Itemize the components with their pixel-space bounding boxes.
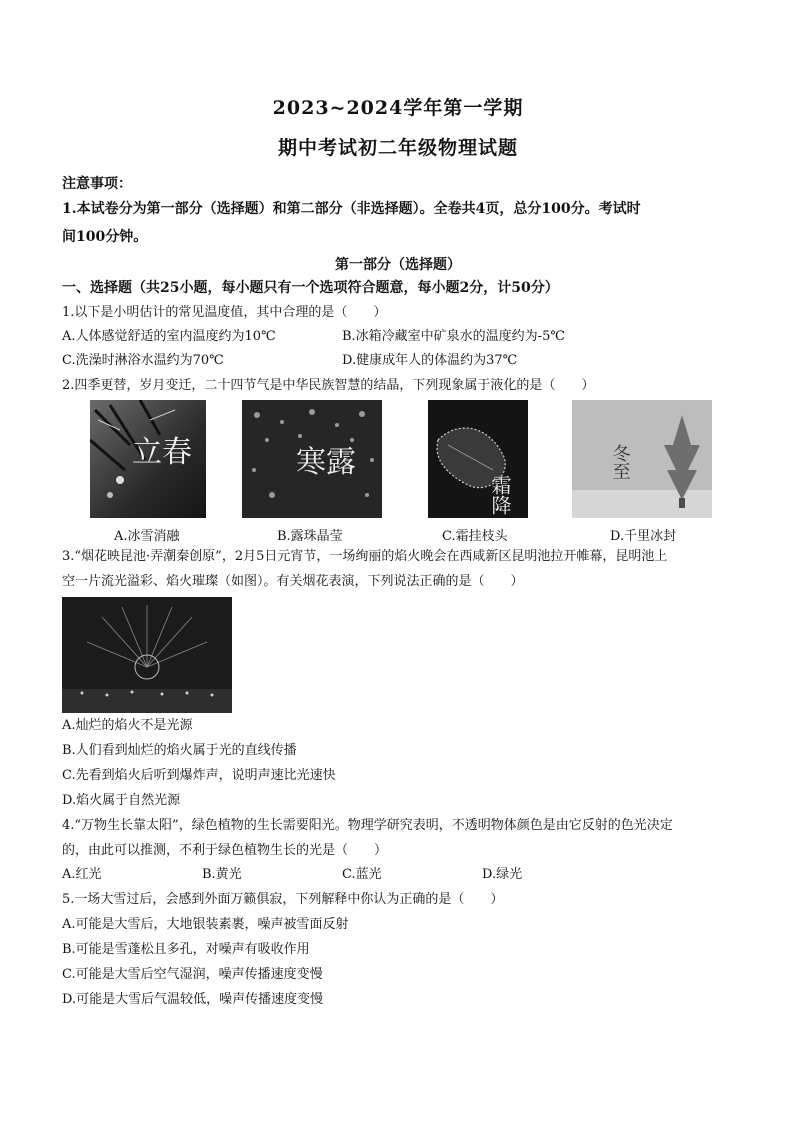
hanlu-photo-label: 寒露 bbox=[296, 445, 356, 480]
exam-page bbox=[62, 88, 734, 1012]
question-3-stem-line-2: 空一片流光溢彩、焰火璀璨（如图）。有关烟花表演，下列说法正确的是（ ） bbox=[62, 574, 524, 589]
question-2-caption-d: D.千里冰封 bbox=[610, 529, 677, 544]
question-1-options bbox=[62, 325, 734, 373]
question-1-option-a: A.人体感觉舒适的室内温度约为10℃ bbox=[62, 329, 276, 344]
question-1-option-b: B.冰箱冷藏室中矿泉水的温度约为-5℃ bbox=[342, 329, 565, 344]
question-4-option-d: D.绿光 bbox=[482, 867, 523, 882]
part-1-title: 第一部分（选择题） bbox=[335, 257, 461, 273]
fireworks-photo bbox=[62, 597, 232, 713]
lichun-photo-label: 立春 bbox=[132, 435, 192, 470]
question-4-stem-line-1: 4.“万物生长靠太阳”，绿色植物的生长需要阳光。物理学研究表明，不透明物体颜色是由它反射的色光决定 bbox=[62, 818, 673, 833]
exam-term-title: 2023~2024学年第一学期 bbox=[272, 97, 524, 119]
section-1-heading: 一、选择题（共25小题，每小题只有一个选项符合题意，每小题2分，计50分） bbox=[62, 280, 559, 296]
question-4-stem-line-2: 的，由此可以推测，不利于绿色植物生长的光是（ ） bbox=[62, 843, 388, 858]
hanlu-photo bbox=[242, 400, 382, 518]
question-1-option-c: C.洗澡时淋浴水温约为70℃ bbox=[62, 353, 224, 368]
question-2-image-row bbox=[62, 400, 734, 544]
question-3-option-c: C.先看到焰火后听到爆炸声，说明声速比光速快 bbox=[62, 768, 336, 783]
notes-line-2: 间100分钟。 bbox=[62, 229, 148, 245]
question-2-stem: 2.四季更替，岁月变迁，二十四节气是中华民族智慧的结晶，下列现象属于液化的是（ ） bbox=[62, 378, 595, 393]
dongzhi-photo bbox=[572, 400, 712, 518]
question-5-option-a: A.可能是大雪后，大地银装素裹，噪声被雪面反射 bbox=[62, 917, 349, 932]
question-5-option-c: C.可能是大雪后空气湿润，噪声传播速度变慢 bbox=[62, 967, 323, 982]
exam-subject-title: 期中考试初二年级物理试题 bbox=[277, 137, 518, 159]
lichun-photo bbox=[90, 400, 206, 518]
question-4-options bbox=[62, 863, 734, 887]
dongzhi-photo-label: 冬至 bbox=[609, 444, 631, 480]
question-3-option-d: D.焰火属于自然光源 bbox=[62, 793, 181, 808]
question-2-caption-b: B.露珠晶莹 bbox=[277, 529, 343, 544]
question-5-option-d: D.可能是大雪后气温较低，噪声传播速度变慢 bbox=[62, 992, 324, 1007]
shuangjiang-photo bbox=[428, 400, 528, 518]
notes-heading: 注意事项： bbox=[62, 176, 132, 192]
shuangjiang-photo-label: 霜降 bbox=[488, 475, 512, 515]
question-1-option-d: D.健康成年人的体温约为37℃ bbox=[342, 353, 518, 368]
question-2-caption-a: A.冰雪消融 bbox=[114, 529, 180, 544]
question-3-stem-line-1: 3.“烟花映昆池·弄潮秦创原”，2月5日元宵节，一场绚丽的焰火晚会在西咸新区昆明池拉开帷幕，昆明池上 bbox=[62, 549, 668, 564]
question-5-stem: 5.一场大雪过后，会感到外面万籁俱寂，下列解释中你认为正确的是（ ） bbox=[62, 892, 504, 907]
question-2-caption-c: C.霜挂枝头 bbox=[442, 529, 508, 544]
question-4-option-c: C.蓝光 bbox=[342, 867, 382, 882]
question-4-option-b: B.黄光 bbox=[202, 867, 242, 882]
question-1-stem: 1.以下是小明估计的常见温度值，其中合理的是（ ） bbox=[62, 305, 387, 320]
question-4-option-a: A.红光 bbox=[62, 867, 102, 882]
notes-line-1: 1.本试卷分为第一部分（选择题）和第二部分（非选择题）。全卷共4页，总分100分。考试时 bbox=[62, 201, 641, 217]
question-3-option-a: A.灿烂的焰火不是光源 bbox=[62, 718, 193, 733]
question-3-option-b: B.人们看到灿烂的焰火属于光的直线传播 bbox=[62, 743, 297, 758]
question-5-option-b: B.可能是雪蓬松且多孔，对噪声有吸收作用 bbox=[62, 942, 310, 957]
